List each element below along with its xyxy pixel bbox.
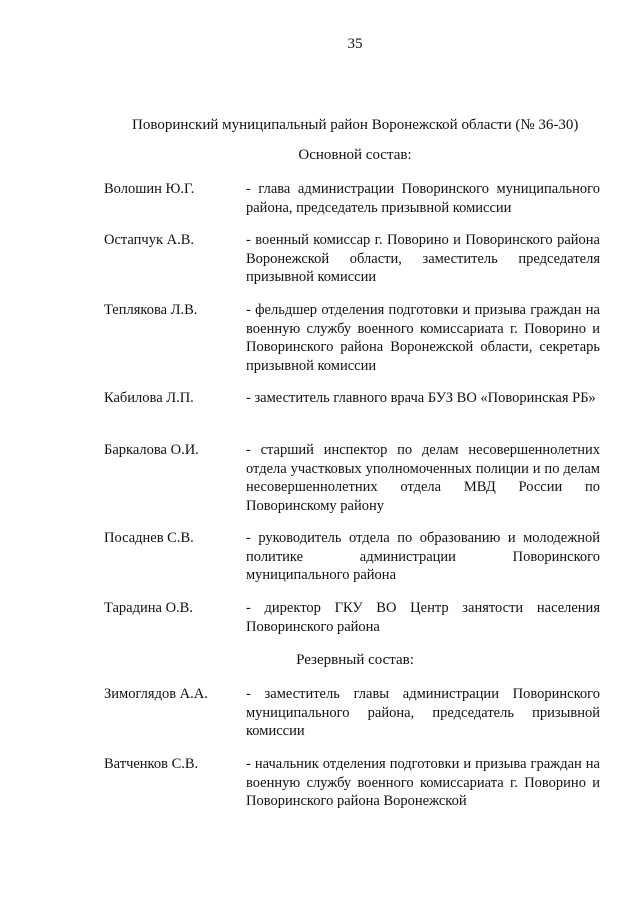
member-role: - директор ГКУ ВО Центр занятости населения Поворинского района (246, 600, 600, 635)
member-name: Кабилова Л.П. (104, 390, 194, 406)
member-role: - руководитель отдела по образованию и молодежной политике администрации Поворинского муниципального района (246, 530, 600, 583)
main-section-heading: Основной состав: (298, 147, 412, 163)
member-role: - военный комиссар г. Поворино и Поворинского района Воронежской области, заместитель председателя призывной комиссии (246, 232, 600, 285)
member-role: - начальник отделения подготовки и призыва граждан на военную службу военного комиссариата г. Поворино и Поворинского района Воронежской (246, 756, 600, 809)
member-role: - глава администрации Поворинского муниципального района, председатель призывной комиссии (246, 181, 600, 216)
reserve-section-heading: Резервный состав: (296, 652, 414, 668)
member-name: Ватченков С.В. (104, 756, 199, 772)
member-role: - заместитель главного врача БУЗ ВО «Поворинская РБ» (246, 390, 596, 406)
document-title: Поворинский муниципальный район Воронежской области (№ 36-30) (132, 117, 579, 133)
page-number: 35 (347, 36, 363, 52)
member-name: Зимоглядов А.А. (104, 686, 208, 702)
member-name: Теплякова Л.В. (104, 302, 198, 318)
member-name: Тарадина О.В. (104, 600, 193, 616)
member-name: Остапчук А.В. (104, 232, 195, 248)
member-name: Посаднев С.В. (104, 530, 194, 546)
member-role: - фельдшер отделения подготовки и призыва граждан на военную службу военного комиссариата г. Поворино и Поворинского района Воронежской области, секретарь призывной комиссии (246, 302, 600, 374)
member-name: Баркалова О.И. (104, 442, 199, 458)
member-role: - старший инспектор по делам несовершеннолетних отдела участковых уполномоченных полиции и по делам несовершеннолетних отдела МВД России по Поворинскому району (246, 442, 600, 514)
member-name: Волошин Ю.Г. (104, 181, 195, 197)
member-role: - заместитель главы администрации Поворинского муниципального района, председатель призывной комиссии (246, 686, 600, 739)
